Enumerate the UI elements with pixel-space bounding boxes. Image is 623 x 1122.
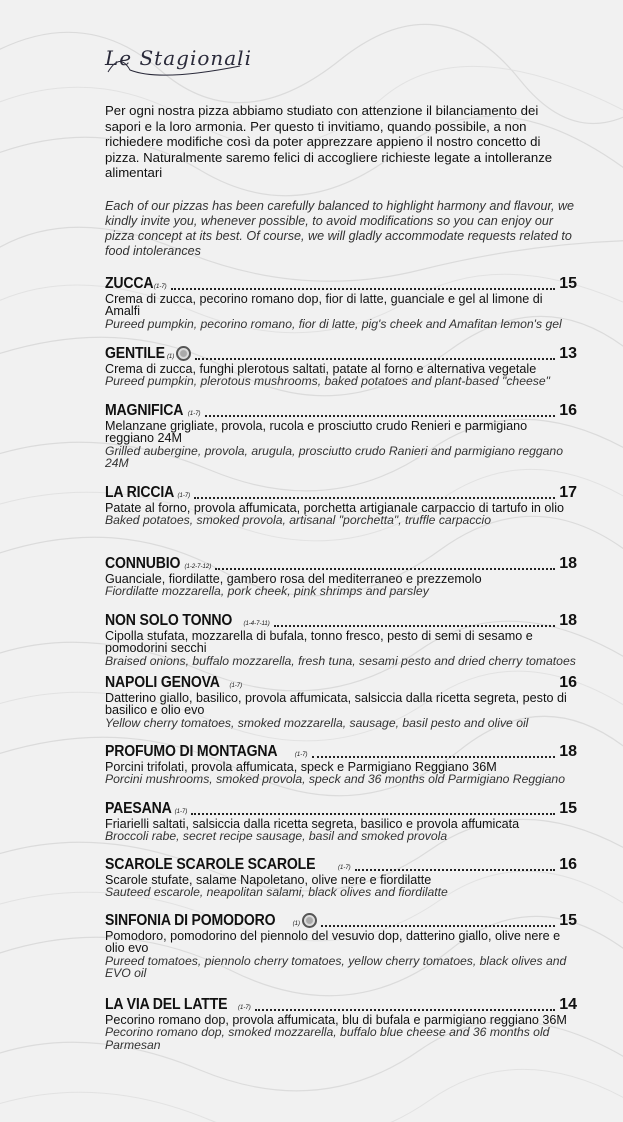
item-name: PAESANA (105, 800, 172, 817)
item-price: 14 (559, 996, 577, 1013)
vegan-badge-icon (176, 346, 191, 361)
item-price: 13 (559, 345, 577, 362)
menu-item (105, 275, 577, 330)
item-desc-italian: Datterino giallo, basilico, provola affumicata, salsiccia dalla ricetta segreta, pesto di basilico e olio evo (105, 691, 567, 718)
leader-dots (274, 625, 556, 627)
item-desc-italian: Melanzane grigliate, provola, rucola e prosciutto crudo Renieri e parmigiano reggiano 24M (105, 419, 528, 446)
intro-italian: Per ogni nostra pizza abbiamo studiato con attenzione il bilanciamento dei sapori e la loro armonia. Per questo ti invitiamo, quando possibile, a non richiedere modifiche così da poter apprezzare appieno il nostro concetto di pizza. Naturalmente saremo felici di accogliere richieste legate a intolleranze alimentari (105, 103, 553, 181)
item-desc-italian: Pomodoro, pomodorino del piennolo del vesuvio dop, datterino giallo, olive nere e olio evo (105, 929, 561, 956)
item-name: CONNUBIO (105, 555, 181, 572)
item-price: 16 (559, 856, 577, 873)
item-name: NON SOLO TONNO (105, 612, 233, 629)
item-price: 17 (559, 484, 577, 501)
menu-item (105, 555, 577, 598)
leader-spacer (246, 687, 555, 689)
item-price: 16 (559, 402, 577, 419)
item-allergens: (1-4-7-11) (243, 621, 270, 627)
item-price: 15 (559, 800, 577, 817)
item-desc-italian: Porcini trifolati, provola affumicata, speck e Parmigiano Reggiano 36M (105, 760, 497, 774)
item-desc-italian: Patate al forno, provola affumicata, porchetta artigianale carpaccio di tartufo in olio (105, 501, 565, 515)
item-name: LA VIA DEL LATTE (105, 996, 228, 1013)
item-desc-english: Porcini mushrooms, smoked provola, speck and 36 months old Parmigiano Reggiano (105, 772, 565, 787)
item-desc-english: Braised onions, buffalo mozzarella, fresh tuna, sesami pesto and dried cherry tomatoes (105, 653, 576, 668)
item-allergens: (1-7) (177, 493, 191, 499)
menu-item (105, 484, 577, 527)
item-desc-italian: Cipolla stufata, mozzarella di bufala, tonno fresco, pesto di semi di sesamo e pomodorini secchi (105, 629, 533, 656)
item-allergens: (1-7) (154, 284, 167, 290)
item-allergens: (1-7) (187, 411, 201, 417)
menu-item (105, 345, 577, 388)
item-name: MAGNIFICA (105, 402, 184, 419)
leader-dots (205, 415, 556, 417)
leader-dots (355, 869, 556, 871)
menu-item (105, 800, 577, 843)
item-name: ZUCCA (105, 275, 154, 292)
item-allergens: (1-7) (238, 1005, 251, 1011)
menu-item (105, 996, 577, 1051)
item-price: 18 (559, 612, 577, 629)
item-price: 18 (559, 743, 577, 760)
item-desc-italian: Crema di zucca, funghi plerotous saltati, patate al forno e alternativa vegetale (105, 362, 537, 376)
leader-dots (215, 568, 555, 570)
item-desc-english: Grilled aubergine, provola, arugula, prosciutto crudo Ranieri and parmigiano reggano 24M (105, 443, 563, 471)
menu-item (105, 743, 577, 786)
item-price: 18 (559, 555, 577, 572)
item-desc-italian: Crema di zucca, pecorino romano dop, fior di latte, guanciale e gel al limone di Amalfi (105, 292, 543, 319)
item-name: LA RICCIA (105, 484, 175, 501)
item-desc-english: Sauteed escarole, neapolitan salami, black olives and fiordilatte (105, 885, 448, 900)
item-desc-italian: Scarole stufate, salame Napoletano, olive nere e fiordilatte (105, 873, 432, 887)
item-desc-english: Pecorino romano dop, smoked mozzarella, buffalo blue cheese and 36 months old Parmesan (105, 1025, 550, 1052)
item-price: 15 (559, 275, 577, 292)
item-desc-italian: Pecorino romano dop, provola affumicata, blu di bufala e parmigiano reggiano 36M (105, 1013, 567, 1027)
item-allergens: (1-7) (174, 809, 188, 815)
item-desc-english: Pureed pumpkin, pecorino romano, fior di latte, pig's cheek and Amafitan lemon's gel (105, 316, 562, 331)
item-allergens: (1) (292, 921, 300, 927)
item-desc-italian: Guanciale, fiordilatte, gambero rosa del mediterraneo e prezzemolo (105, 572, 482, 586)
item-allergens: (1-7) (294, 752, 308, 758)
leader-dots (312, 756, 556, 758)
leader-dots (171, 288, 556, 290)
menu-item (105, 612, 577, 667)
item-allergens: (1-7) (337, 865, 351, 871)
leader-dots (195, 358, 555, 360)
item-desc-english: Pureed tomatoes, piennolo cherry tomatoes, yellow cherry tomatoes, black olives and EVO oil (105, 953, 567, 981)
leader-dots (255, 1009, 556, 1011)
item-desc-english: Pureed pumpkin, plerotous mushrooms, baked potatoes and plant-based "cheese" (105, 374, 550, 389)
item-allergens: (1-2-7-12) (184, 564, 212, 570)
item-name: SCAROLE SCAROLE SCAROLE (105, 856, 316, 873)
item-desc-italian: Friarielli saltati, salsiccia dalla ricetta segreta, basilico e provola affumicata (105, 817, 520, 831)
intro-english: Each of our pizzas has been carefully balanced to highlight harmony and flavour, we kindly invite you, whenever possible, to avoid modifications so you can enjoy our pizza concept at its best. Of course, we will gladly accommodate requests related to food intolerances (105, 199, 575, 258)
item-desc-english: Fiordilatte mozzarella, pork cheek, pink shrimps and parsley (105, 584, 429, 599)
item-price: 15 (559, 912, 577, 929)
item-name: GENTILE (105, 345, 165, 362)
menu-item (105, 402, 577, 470)
item-allergens: (1) (166, 354, 175, 360)
item-desc-english: Yellow cherry tomatoes, smoked mozzarella, sausage, basil pesto and olive oil (105, 715, 529, 730)
item-name: PROFUMO DI MONTAGNA (105, 743, 278, 760)
item-desc-english: Broccoli rabe, secret recipe sausage, basil and smoked provola (105, 829, 448, 844)
leader-dots (191, 813, 555, 815)
item-price: 16 (559, 674, 577, 691)
menu-item (105, 674, 577, 729)
menu-item (105, 912, 577, 980)
leader-dots (194, 497, 555, 499)
menu-item (105, 856, 577, 899)
vegan-badge-icon (302, 913, 317, 928)
item-name: SINFONIA DI POMODORO (105, 912, 276, 929)
section-title: Le Stagionali (105, 46, 252, 70)
item-allergens: (1-7) (229, 683, 243, 689)
item-name: NAPOLI GENOVA (105, 674, 220, 691)
leader-dots (321, 925, 555, 927)
item-desc-english: Baked potatoes, smoked provola, artisanal "porchetta", truffle carpaccio (105, 513, 491, 528)
